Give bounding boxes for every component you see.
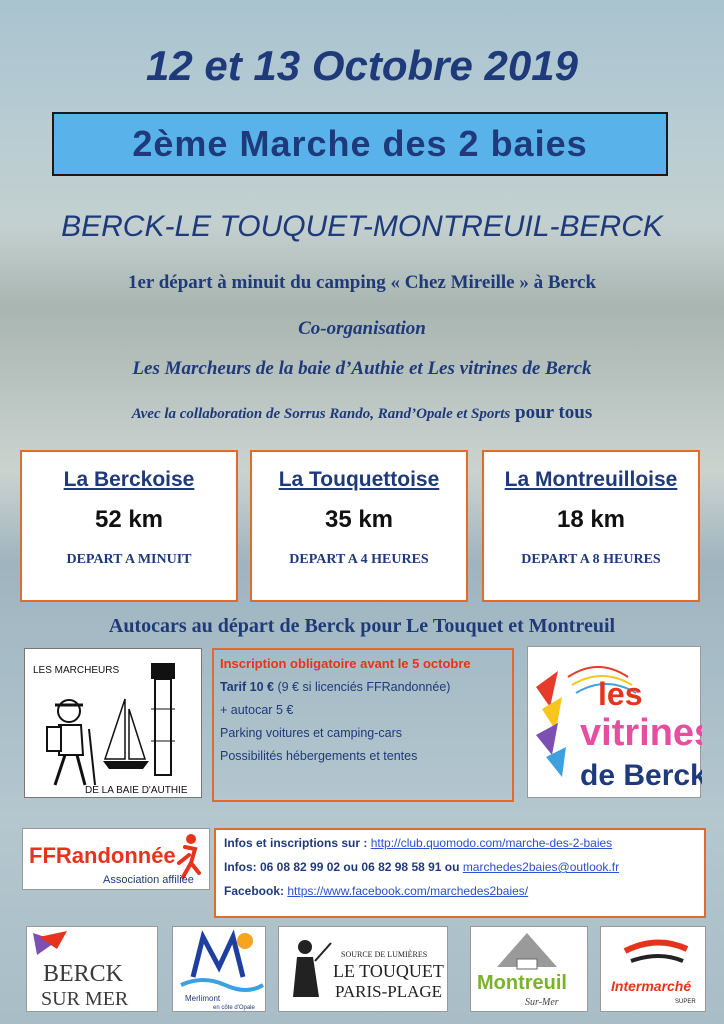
walk-distance: 18 km — [556, 506, 626, 533]
intermarche-logo — [600, 926, 706, 1012]
collaboration-prefix: Avec la collaboration de Sorrus Rando, Rand’Opale et Sports — [131, 406, 511, 422]
contact-phone-line — [224, 860, 696, 874]
berck-sur-mer-logo — [26, 926, 158, 1012]
walk-name: La Berckoise — [63, 468, 195, 491]
merlimont-text-2: en côte d'Opale — [213, 1005, 255, 1011]
registration-lodging: Possibilités hébergements et tentes — [220, 749, 418, 763]
event-date: 12 et 13 Octobre 2019 — [146, 42, 578, 89]
contact-facebook-label: Facebook: — [224, 884, 285, 898]
marcheurs-logo — [24, 648, 202, 798]
vitrines-text-3: de Berck — [580, 759, 702, 792]
contact-box — [214, 828, 706, 918]
vitrines-colorful-icon — [528, 647, 702, 799]
contact-email-link[interactable]: marchedes2baies@outlook.fr — [462, 860, 620, 874]
registration-tarif-note: (9 € si licenciés FFRandonnée) — [277, 680, 451, 694]
contact-infos-line — [224, 836, 696, 850]
le-touquet-logo — [278, 926, 448, 1012]
first-departure: 1er départ à minuit du camping « Chez Mireille » à Berck — [127, 272, 597, 293]
walk-distance: 52 km — [94, 506, 164, 533]
contact-infos-label: Infos et inscriptions sur : — [224, 836, 368, 850]
co-organisation-title: Co-organisation — [298, 318, 426, 339]
registration-mandatory: Inscription obligatoire avant le 5 octobre — [220, 656, 471, 671]
touquet-figure-icon — [279, 927, 449, 1013]
berck-text-2: SUR MER — [41, 988, 129, 1010]
walk-departure: DEPART A 8 HEURES — [521, 552, 661, 567]
collaboration-suffix: pour tous — [510, 402, 593, 423]
event-title: 2ème Marche des 2 baies — [132, 123, 588, 164]
berck-flag-icon — [27, 927, 159, 1013]
berck-text-1: BERCK — [43, 961, 124, 987]
walk-departure: DEPART A MINUIT — [66, 552, 192, 567]
registration-parking: Parking voitures et camping-cars — [220, 726, 403, 740]
montreuil-tower-icon — [471, 927, 589, 1013]
contact-facebook-line — [224, 884, 696, 898]
contact-phone-label: Infos: 06 08 82 99 02 ou 06 82 98 58 91 ou — [224, 860, 460, 874]
vitrines-text-2: vitrines — [580, 712, 702, 754]
walk-card-touquettoise — [250, 450, 468, 602]
intermarche-sub-text: SUPER — [675, 999, 696, 1005]
walk-departure: DEPART A 4 HEURES — [289, 552, 429, 567]
touquet-text-2: LE TOUQUET — [333, 961, 444, 981]
walk-distance: 35 km — [324, 506, 394, 533]
registration-tarif: Tarif 10 € — [220, 680, 274, 694]
intermarche-swoosh-icon — [601, 927, 707, 1013]
ffr-sub: Association affiliée — [103, 874, 194, 886]
montreuil-text-1: Montreuil — [477, 972, 567, 994]
touquet-text-1: SOURCE DE LUMIÈRES — [341, 950, 428, 959]
walk-name: La Montreuilloise — [504, 468, 678, 491]
registration-tarif-line — [220, 680, 506, 694]
collaboration — [0, 402, 724, 424]
contact-facebook-link[interactable]: https://www.facebook.com/marchedes2baies/ — [287, 884, 529, 898]
vitrines-text-1: les — [598, 676, 643, 712]
walk-card-montreuilloise — [482, 450, 700, 602]
merlimont-logo — [172, 926, 266, 1012]
registration-autocar: + autocar 5 € — [220, 703, 294, 717]
montreuil-logo — [470, 926, 588, 1012]
walk-name: La Touquettoise — [278, 468, 440, 491]
merlimont-wave-icon — [173, 927, 267, 1013]
route-title: BERCK-LE TOUQUET-MONTREUIL-BERCK — [61, 210, 663, 243]
touquet-text-3: PARIS-PLAGE — [335, 982, 443, 1001]
hiker-lighthouse-icon — [25, 649, 203, 799]
autocars-info: Autocars au départ de Berck pour Le Touquet et Montreuil — [108, 615, 616, 637]
marcheurs-top-text: LES MARCHEURS — [33, 665, 120, 676]
ffrandonnee-logo — [22, 828, 210, 890]
registration-box — [212, 648, 514, 802]
organizers: Les Marcheurs de la baie d’Authie et Les vitrines de Berck — [132, 358, 592, 379]
intermarche-text: Intermarché — [611, 978, 692, 994]
ffr-name: FFRandonnée — [29, 843, 176, 868]
marcheurs-bottom-text: DE LA BAIE D'AUTHIE — [85, 785, 188, 796]
ffrandonnee-icon — [23, 829, 211, 891]
montreuil-text-2: Sur-Mer — [525, 997, 559, 1008]
vitrines-logo — [527, 646, 701, 798]
event-title-box — [52, 112, 668, 176]
walk-card-berckoise — [20, 450, 238, 602]
merlimont-text-1: Merlimont — [185, 994, 221, 1003]
contact-infos-link[interactable]: http://club.quomodo.com/marche-des-2-baies — [370, 836, 613, 850]
